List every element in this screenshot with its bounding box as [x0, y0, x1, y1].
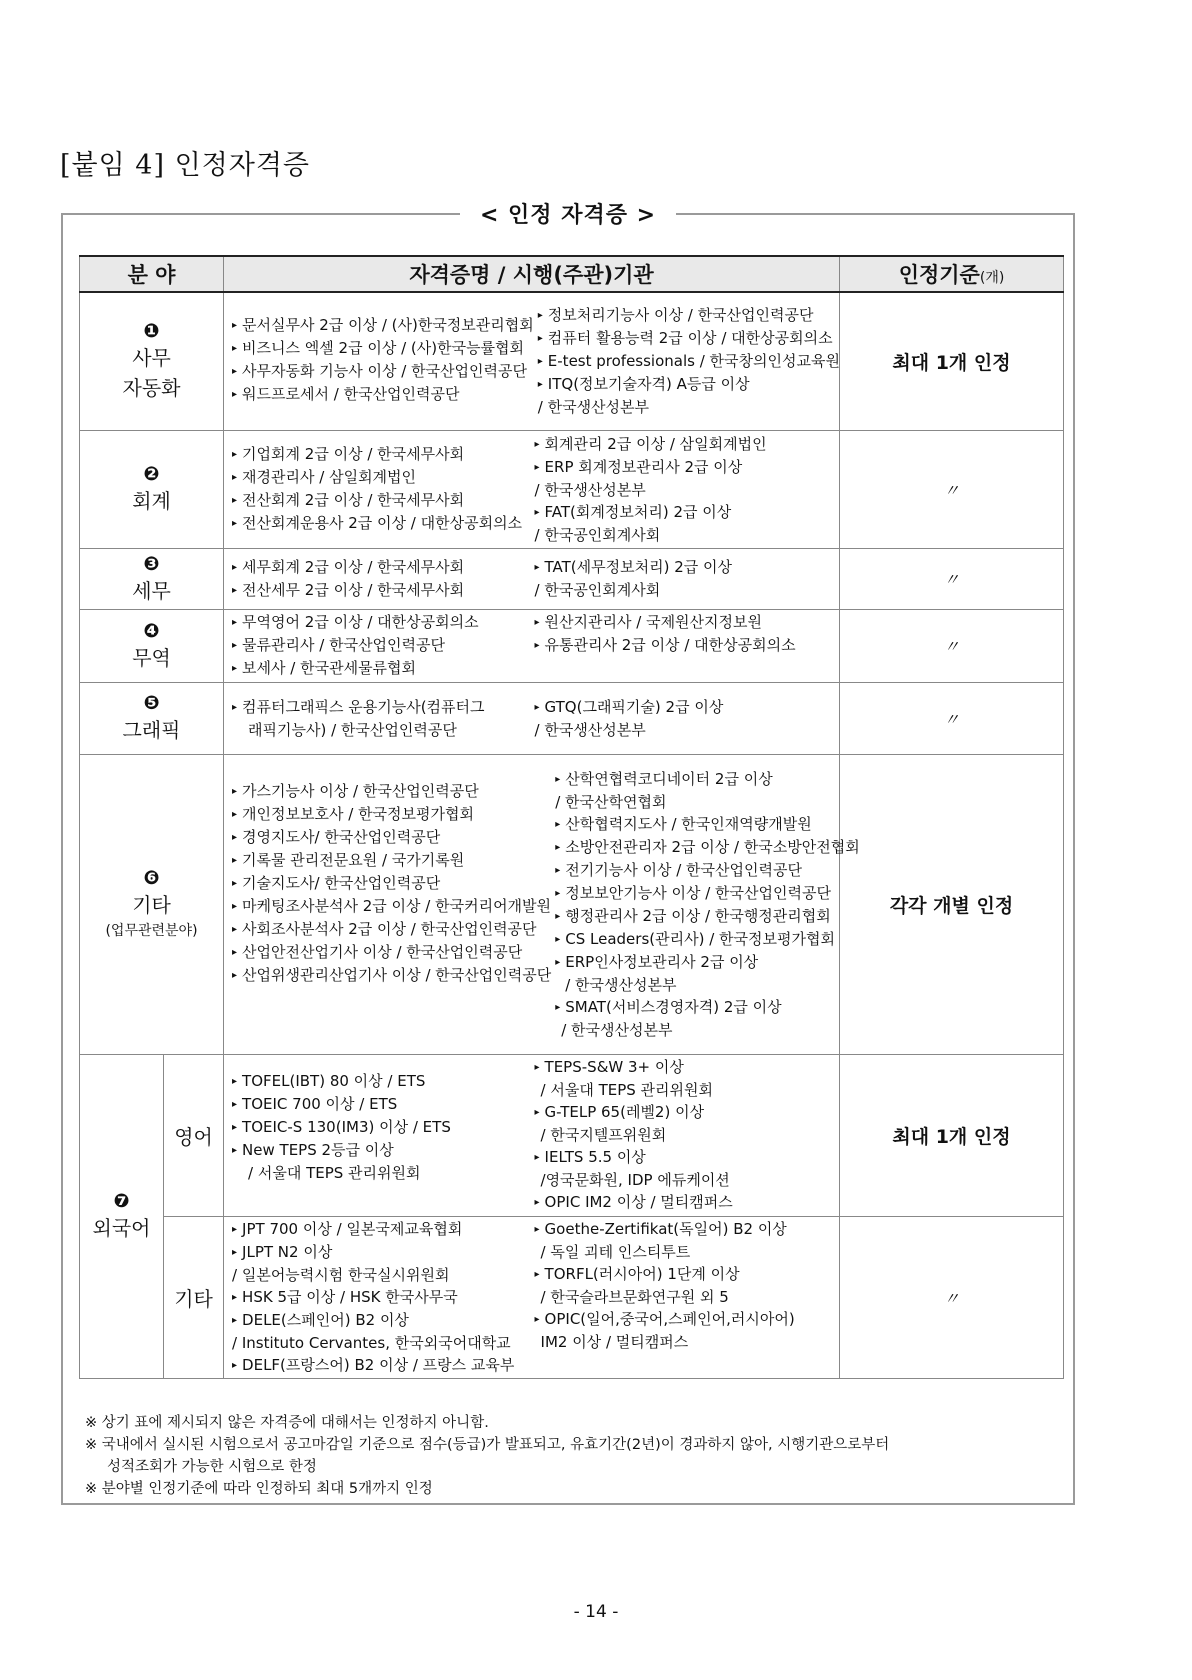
subfield-cell: 기타: [164, 1216, 224, 1378]
list-item: ▸ 물류관리사 / 한국산업인력공단: [232, 634, 531, 657]
list-item: ▸ 세무회계 2급 이상 / 한국세무사회: [232, 556, 531, 579]
list-item-continued: / 서울대 TEPS 관리위원회: [540, 1081, 714, 1099]
list-item-continued: / 한국생산성본부: [561, 1020, 673, 1039]
list-item: ▸ TOEIC 700 이상 / ETS: [232, 1093, 531, 1116]
list-item: ▸ 산업안전산업기사 이상 / 한국산업인력공단: [232, 941, 551, 964]
list-item: ▸ ERP인사정보관리사 2급 이상: [555, 951, 860, 974]
header-cert: 자격증명 / 시행(주관)기관: [224, 256, 840, 292]
list-item: ▸ 보세사 / 한국관세물류협회: [232, 657, 531, 680]
table-row: [80, 548, 1064, 609]
list-item-continued: / 한국공인회계사회: [534, 525, 661, 544]
table-row: [80, 292, 1064, 430]
list-item: ▸ JLPT N2 이상: [232, 1241, 531, 1264]
cert-cell: [224, 609, 840, 682]
list-item: ▸ DELE(스페인어) B2 이상: [232, 1309, 531, 1332]
list-item-continued: / 한국생산성본부: [534, 720, 646, 739]
list-item: ▸ 정보보안기능사 이상 / 한국산업인력공단: [555, 882, 860, 905]
list-item: ▸ DELF(프랑스어) B2 이상 / 프랑스 교육부: [232, 1354, 531, 1377]
list-item-continued: / 한국생산성본부: [537, 398, 650, 417]
notes: [85, 1412, 889, 1500]
note-line: 성적조회가 가능한 시험으로 한정: [107, 1459, 317, 1475]
list-item: ▸ 개인정보보호사 / 한국정보평가협회: [232, 803, 551, 826]
cert-cell: [224, 754, 860, 1054]
list-item-continued: / 한국슬라브문화연구원 외 5: [540, 1287, 729, 1306]
list-item: ▸ 컴퓨터그래픽스 운용기능사(컴퓨터그: [232, 696, 531, 719]
list-item: ▸ 전산회계운용사 2급 이상 / 대한상공회의소: [232, 512, 531, 535]
list-item: ▸ 사무자동화 기능사 이상 / 한국산업인력공단: [232, 360, 534, 383]
certificate-frame: [61, 203, 1075, 1505]
note-line: ※ 상기 표에 제시되지 않은 자격증에 대해서는 인정하지 아니함.: [85, 1415, 489, 1431]
list-item: ▸ 컴퓨터 활용능력 2급 이상 / 대한상공회의소: [538, 327, 840, 350]
list-item: ▸ 가스기능사 이상 / 한국산업인력공단: [232, 780, 551, 803]
field-cell: ❹ 무역: [80, 609, 224, 682]
cert-cell: [224, 1216, 840, 1378]
list-item: ▸ 회계관리 2급 이상 / 삼일회계법인: [535, 433, 834, 456]
list-item: ▸ 기업회계 2급 이상 / 한국세무사회: [232, 443, 531, 466]
list-item: ▸ 기록물 관리전문요원 / 국가기록원: [232, 849, 551, 872]
list-item: ▸ 마케팅조사분석사 2급 이상 / 한국커리어개발원: [232, 895, 551, 918]
subfield-cell: 영어: [164, 1054, 224, 1216]
list-item-continued: / 일본어능력시험 한국실시위원회: [232, 1265, 450, 1284]
frame-title: < 인정 자격증 >: [63, 198, 1073, 229]
list-item-continued: / 한국산학연협회: [555, 792, 667, 811]
list-item: ▸ TEPS-S&W 3+ 이상: [535, 1056, 834, 1079]
list-item: ▸ 산학협력지도사 / 한국인재역량개발원: [555, 813, 860, 836]
list-item-continued: / 서울대 TEPS 관리위원회: [248, 1164, 421, 1182]
list-item: ▸ TOFEL(IBT) 80 이상 / ETS: [232, 1070, 531, 1093]
certificate-table: [79, 255, 1064, 1379]
page-number: - 14 -: [573, 1602, 619, 1622]
list-item-continued: / 한국생산성본부: [534, 480, 646, 499]
note-line: ※ 분야별 인정기준에 따라 인정하되 최대 5개까지 인정: [85, 1481, 433, 1497]
list-item: ▸ 문서실무사 2급 이상 / (사)한국정보관리협회: [232, 314, 534, 337]
list-item: ▸ 행정관리사 2급 이상 / 한국행정관리협회: [555, 905, 860, 928]
table-row: [80, 609, 1064, 682]
table-header-row: [80, 256, 1064, 292]
list-item: ▸ TORFL(러시아어) 1단계 이상: [535, 1263, 834, 1286]
header-criteria: 인정기준(개): [840, 256, 1064, 292]
criteria-cell: 최대 1개 인정: [840, 292, 1064, 430]
list-item: ▸ IELTS 5.5 이상: [535, 1146, 834, 1169]
list-item: ▸ GTQ(그래픽기술) 2급 이상: [535, 696, 834, 719]
criteria-cell: 〃: [840, 609, 1064, 682]
list-item: ▸ FAT(회계정보처리) 2급 이상: [535, 501, 834, 524]
note-line: ※ 국내에서 실시된 시험으로서 공고마감일 기준으로 점수(등급)가 발표되고, 유효기간(2년)이 경과하지 않아, 시행기관으로부터: [85, 1437, 890, 1453]
list-item-continued: 래픽기능사) / 한국산업인력공단: [248, 720, 457, 739]
list-item: ▸ 정보처리기능사 이상 / 한국산업인력공단: [538, 304, 840, 327]
list-item: ▸ 산학연협력코디네이터 2급 이상: [555, 768, 860, 791]
criteria-cell: 각각 개별 인정: [840, 754, 1064, 1054]
list-item: ▸ TAT(세무정보처리) 2급 이상: [535, 556, 834, 579]
list-item: ▸ 유통관리사 2급 이상 / 대한상공회의소: [535, 634, 834, 657]
list-item: ▸ 전산세무 2급 이상 / 한국세무사회: [232, 579, 531, 602]
list-item-continued: IM2 이상 / 멀티캠퍼스: [540, 1332, 689, 1351]
list-item-continued: / 한국공인회계사회: [534, 580, 661, 599]
list-item: ▸ 사회조사분석사 2급 이상 / 한국산업인력공단: [232, 918, 551, 941]
table-row: [80, 1216, 1064, 1378]
list-item: ▸ 산업위생관리산업기사 이상 / 한국산업인력공단: [232, 964, 551, 987]
list-item: ▸ CS Leaders(관리사) / 한국정보평가협회: [555, 928, 860, 951]
list-item: ▸ 소방안전관리자 2급 이상 / 한국소방안전협회: [555, 836, 860, 859]
list-item-continued: /영국문화원, IDP 에듀케이션: [540, 1171, 730, 1189]
field-cell: ❷ 회계: [80, 430, 224, 548]
list-item-continued: / Instituto Cervantes, 한국외국어대학교: [232, 1333, 511, 1352]
list-item: ▸ ITQ(정보기술자격) A등급 이상: [538, 373, 840, 396]
list-item: ▸ OPIC IM2 이상 / 멀티캠퍼스: [535, 1191, 834, 1214]
field-cell: ❻ 기타 (업무관련분야): [80, 754, 224, 1054]
list-item: ▸ JPT 700 이상 / 일본국제교육협회: [232, 1218, 531, 1241]
list-item: ▸ E-test professionals / 한국창의인성교육원: [538, 350, 840, 373]
list-item: ▸ 비즈니스 엑셀 2급 이상 / (사)한국능률협회: [232, 337, 534, 360]
criteria-cell: 최대 1개 인정: [840, 1054, 1064, 1216]
list-item-continued: / 한국생산성본부: [565, 975, 677, 994]
table-row: [80, 430, 1064, 548]
list-item: ▸ Goethe-Zertifikat(독일어) B2 이상: [535, 1218, 834, 1241]
list-item: ▸ 전산회계 2급 이상 / 한국세무사회: [232, 489, 531, 512]
cert-cell: [224, 430, 840, 548]
list-item: ▸ G-TELP 65(레벨2) 이상: [535, 1101, 834, 1124]
list-item: ▸ 무역영어 2급 이상 / 대한상공회의소: [232, 611, 531, 634]
table-row: [80, 754, 1064, 1054]
criteria-cell: 〃: [840, 682, 1064, 754]
field-cell: ❺ 그래픽: [80, 682, 224, 754]
list-item: ▸ OPIC(일어,중국어,스페인어,러시아어): [535, 1308, 834, 1331]
list-item: ▸ 경영지도사/ 한국산업인력공단: [232, 826, 551, 849]
table-row: [80, 1054, 1064, 1216]
criteria-cell: 〃: [840, 548, 1064, 609]
list-item: ▸ 워드프로세서 / 한국산업인력공단: [232, 383, 534, 406]
cert-cell: [224, 682, 840, 754]
table-row: [80, 682, 1064, 754]
field-cell: ❸ 세무: [80, 548, 224, 609]
header-field: 분 야: [80, 256, 224, 292]
criteria-cell: 〃: [840, 430, 1064, 548]
list-item: ▸ 원산지관리사 / 국제원산지정보원: [535, 611, 834, 634]
attachment-heading: [붙임 4] 인정자격증: [60, 150, 310, 181]
cert-cell: [224, 548, 840, 609]
field-cell: ❼ 외국어: [80, 1054, 164, 1378]
list-item-continued: / 한국지텔프위원회: [540, 1126, 667, 1144]
list-item: ▸ New TEPS 2등급 이상: [232, 1139, 531, 1162]
list-item: ▸ HSK 5급 이상 / HSK 한국사무국: [232, 1286, 531, 1309]
criteria-cell: 〃: [840, 1216, 1064, 1378]
field-cell: ❶ 사무 자동화: [80, 292, 224, 430]
list-item: ▸ 기술지도사/ 한국산업인력공단: [232, 872, 551, 895]
list-item-continued: / 독일 괴테 인스티투트: [540, 1242, 691, 1261]
cert-cell: [224, 292, 840, 430]
list-item: ▸ TOEIC-S 130(IM3) 이상 / ETS: [232, 1116, 531, 1139]
list-item: ▸ 전기기능사 이상 / 한국산업인력공단: [555, 859, 860, 882]
list-item: ▸ SMAT(서비스경영자격) 2급 이상: [555, 996, 860, 1019]
cert-cell: [224, 1054, 840, 1216]
list-item: ▸ ERP 회계정보관리사 2급 이상: [535, 456, 834, 479]
list-item: ▸ 재경관리사 / 삼일회계법인: [232, 466, 531, 489]
